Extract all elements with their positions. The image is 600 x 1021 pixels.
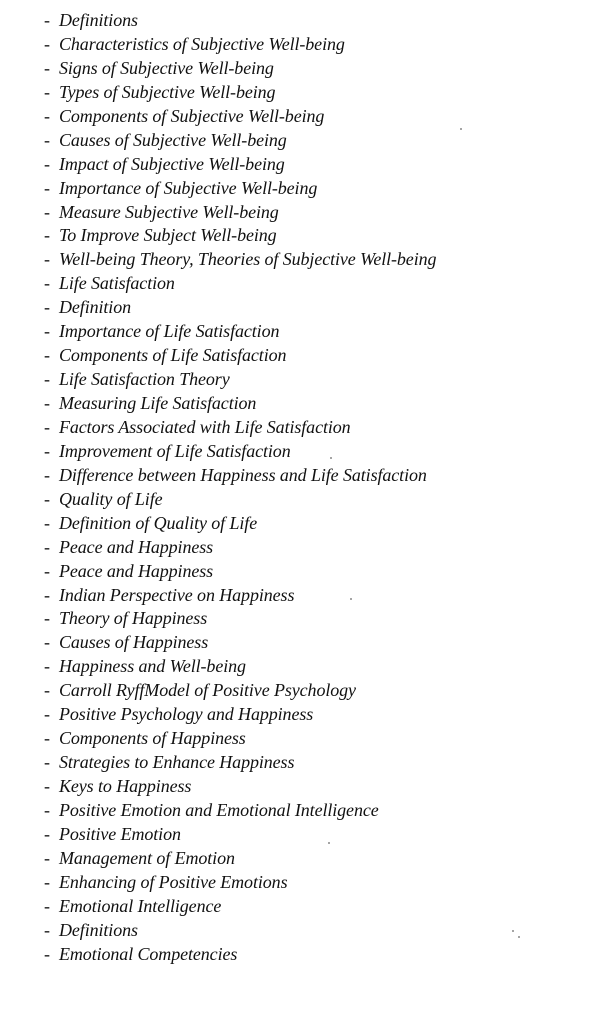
bullet-dash: - [44, 297, 50, 318]
bullet-dash: - [44, 919, 50, 940]
topic-item [44, 129, 584, 153]
topic-label: Positive Psychology and Happiness [59, 704, 314, 725]
topic-item [44, 655, 584, 679]
bullet-dash: - [44, 33, 50, 54]
bullet-dash: - [44, 440, 50, 461]
topic-item [44, 607, 584, 631]
topic-item [44, 847, 584, 871]
topic-item [44, 320, 584, 344]
bullet-dash: - [44, 225, 50, 246]
bullet-dash: - [44, 464, 50, 485]
bullet-dash: - [44, 273, 50, 294]
topic-label: Measuring Life Satisfaction [59, 393, 257, 413]
bullet-dash: - [44, 943, 50, 964]
bullet-dash: - [44, 799, 50, 820]
bullet-dash: - [44, 369, 50, 390]
topic-item [44, 799, 584, 823]
topic-label: Components of Happiness [59, 728, 246, 749]
topic-item [44, 440, 584, 464]
bullet-dash: - [44, 10, 50, 30]
topic-list [44, 9, 584, 967]
topic-item [44, 224, 584, 248]
bullet-dash: - [44, 608, 50, 629]
topic-label: Peace and Happiness [59, 536, 214, 557]
topic-label: Types of Subjective Well-being [59, 81, 276, 102]
bullet-dash: - [44, 488, 50, 509]
topic-item [44, 727, 584, 751]
bullet-dash: - [44, 823, 50, 844]
bullet-dash: - [44, 656, 50, 677]
topic-item [44, 536, 584, 560]
topic-label: Characteristics of Subjective Well-being [59, 33, 345, 54]
topic-label: Causes of Subjective Well-being [59, 129, 287, 150]
topic-label: Positive Emotion [59, 823, 181, 844]
topic-item [44, 703, 584, 727]
bullet-dash: - [44, 847, 50, 868]
topic-label: Importance of Life Satisfaction [59, 321, 280, 342]
topic-item [44, 296, 584, 320]
topic-label: Strategies to Enhance Happiness [59, 752, 295, 773]
topic-item [44, 584, 584, 608]
bullet-dash: - [44, 201, 50, 222]
topic-label: Keys to Happiness [59, 776, 192, 796]
topic-item [44, 201, 584, 225]
topic-label: Definition of Quality of Life [59, 512, 258, 533]
bullet-dash: - [44, 728, 50, 749]
topic-label: Well-being Theory, Theories of Subjective Well-being [59, 249, 437, 270]
topic-item [44, 871, 584, 895]
topic-label: Definition [59, 297, 131, 318]
topic-item [44, 679, 584, 703]
topic-item [44, 416, 584, 440]
topic-label: Components of Life Satisfaction [59, 345, 287, 366]
bullet-dash: - [44, 584, 50, 605]
scan-speck [330, 457, 332, 459]
bullet-dash: - [44, 249, 50, 270]
topic-item [44, 631, 584, 655]
topic-item [44, 823, 584, 847]
topic-label: Indian Perspective on Happiness [59, 584, 295, 605]
topic-label: Definitions [59, 10, 138, 30]
bullet-dash: - [44, 895, 50, 916]
topic-label: Theory of Happiness [59, 608, 208, 629]
topic-label: Carroll RyffModel of Positive Psychology [59, 680, 356, 701]
topic-label: Emotional Intelligence [59, 895, 222, 916]
topic-label: Measure Subjective Well-being [59, 201, 279, 222]
bullet-dash: - [44, 416, 50, 437]
bullet-dash: - [44, 321, 50, 342]
scan-speck [518, 936, 520, 938]
topic-item [44, 272, 584, 296]
topic-item [44, 392, 584, 416]
topic-label: Enhancing of Positive Emotions [59, 871, 288, 892]
topic-label: Management of Emotion [59, 847, 235, 868]
bullet-dash: - [44, 129, 50, 150]
topic-label: Life Satisfaction [59, 273, 175, 294]
topic-item [44, 344, 584, 368]
bullet-dash: - [44, 560, 50, 581]
topic-label: Importance of Subjective Well-being [59, 177, 318, 198]
bullet-dash: - [44, 81, 50, 102]
topic-item [44, 488, 584, 512]
bullet-dash: - [44, 153, 50, 174]
topic-label: Improvement of Life Satisfaction [59, 440, 291, 461]
bullet-dash: - [44, 776, 50, 796]
topic-item [44, 751, 584, 775]
topic-label: Peace and Happiness [59, 560, 214, 581]
topic-label: Definitions [59, 919, 138, 940]
topic-label: Difference between Happiness and Life Satisfaction [59, 464, 427, 485]
topic-item [44, 464, 584, 488]
topic-label: Signs of Subjective Well-being [59, 57, 274, 78]
topic-label: Quality of Life [59, 488, 163, 509]
topic-label: Factors Associated with Life Satisfaction [59, 416, 351, 437]
topic-item [44, 81, 584, 105]
bullet-dash: - [44, 536, 50, 557]
topic-label: Life Satisfaction Theory [59, 369, 230, 390]
scan-speck [350, 598, 352, 600]
topic-label: To Improve Subject Well-being [59, 225, 277, 246]
topic-label: Causes of Happiness [59, 632, 209, 653]
bullet-dash: - [44, 512, 50, 533]
bullet-dash: - [44, 752, 50, 773]
topic-item [44, 153, 584, 177]
bullet-dash: - [44, 177, 50, 198]
topic-item [44, 177, 584, 201]
scan-speck [328, 842, 330, 844]
topic-item [44, 248, 584, 272]
bullet-dash: - [44, 57, 50, 78]
topic-label: Impact of Subjective Well-being [59, 153, 285, 174]
topic-item [44, 9, 584, 33]
topic-item [44, 919, 584, 943]
bullet-dash: - [44, 345, 50, 366]
bullet-dash: - [44, 680, 50, 701]
bullet-dash: - [44, 704, 50, 725]
topic-label: Emotional Competencies [59, 943, 238, 964]
bullet-dash: - [44, 105, 50, 126]
topic-item [44, 57, 584, 81]
topic-label: Happiness and Well-being [59, 656, 246, 677]
topic-item [44, 105, 584, 129]
bullet-dash: - [44, 393, 50, 413]
bullet-dash: - [44, 632, 50, 653]
topic-label: Positive Emotion and Emotional Intelligence [59, 799, 379, 820]
topic-item [44, 895, 584, 919]
scan-speck [460, 128, 462, 130]
topic-item [44, 512, 584, 536]
topic-item [44, 943, 584, 967]
topic-item [44, 368, 584, 392]
topic-label: Components of Subjective Well-being [59, 105, 325, 126]
topic-item [44, 775, 584, 799]
topic-item [44, 33, 584, 57]
scan-speck [512, 930, 514, 932]
bullet-dash: - [44, 871, 50, 892]
topic-item [44, 560, 584, 584]
